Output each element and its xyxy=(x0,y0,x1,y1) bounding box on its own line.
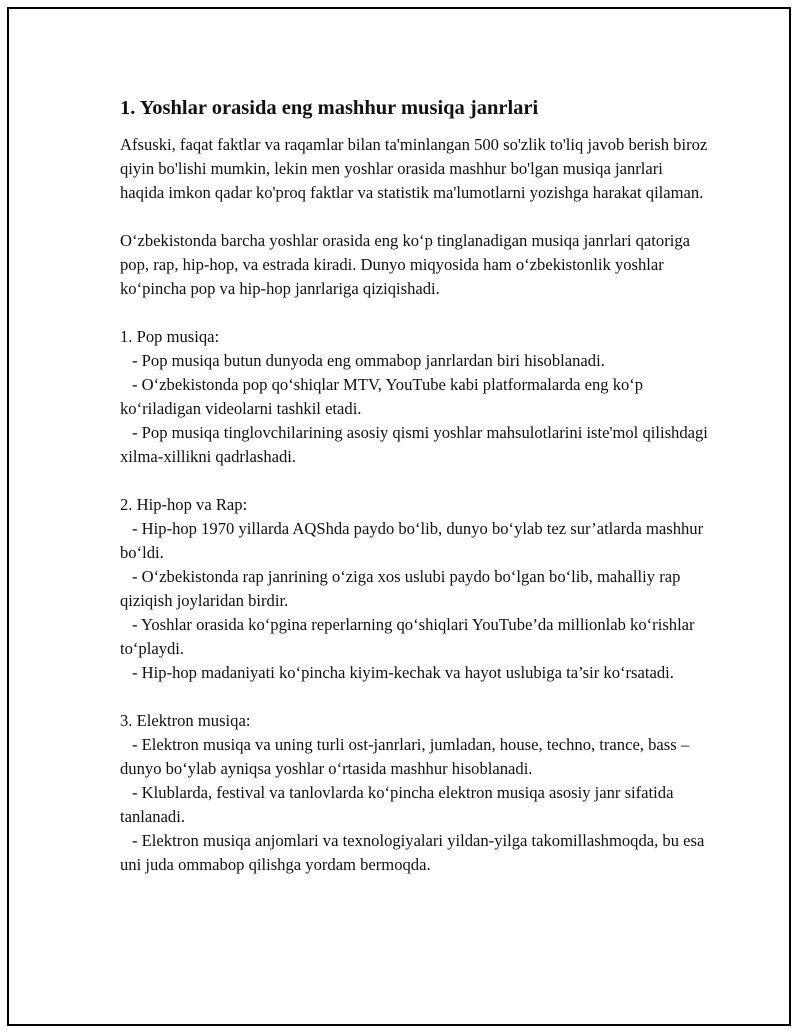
list-item: - Elektron musiqa anjomlari va texnologiyalari yildan-yilga takomillashmoqda, bu esa uni juda ommabop qilishga yordam bermoqda. xyxy=(120,831,705,874)
document-content xyxy=(120,95,710,877)
intro-paragraph: Afsuski, faqat faktlar va raqamlar bilan ta'minlangan 500 so'zlik to'liq javob berish biroz qiyin bo'lishi mumkin, lekin men yoshlar orasida mashhur bo'lgan musiqa janrlari haqida imkon qadar ko'proq faktlar va statistik ma'lumotlarni yozishga harakat qilaman. xyxy=(120,135,708,202)
list-item: - Elektron musiqa va uning turli ost-janrlari, jumladan, house, techno, trance, bass – dunyo bo‘ylab ayniqsa yoshlar o‘rtasida mashhur hisoblanadi. xyxy=(120,735,690,778)
list-item: - Hip-hop 1970 yillarda AQShda paydo bo‘lib, dunyo bo‘ylab tez sur’atlarda mashhur bo‘ldi. xyxy=(120,519,704,562)
document-title: 1. Yoshlar orasida eng mashhur musiqa janrlari xyxy=(120,97,539,119)
section-heading: 2. Hip-hop va Rap: xyxy=(120,495,248,514)
document-page xyxy=(7,7,791,1026)
list-item: - Klublarda, festival va tanlovlarda ko‘pincha elektron musiqa asosiy janr sifatida tanlanadi. xyxy=(120,783,674,826)
section-pop xyxy=(120,325,710,469)
section-electronic xyxy=(120,709,710,877)
list-item: - Pop musiqa tinglovchilarining asosiy qismi yoshlar mahsulotlarini iste'mol qilishdagi xilma-xillikni qadrlashadi. xyxy=(120,423,708,466)
section-heading: 1. Pop musiqa: xyxy=(120,327,220,346)
section-hiphop xyxy=(120,493,710,685)
list-item: - O‘zbekistonda rap janrining o‘ziga xos uslubi paydo bo‘lgan bo‘lib, mahalliy rap qiziqish joylaridan birdir. xyxy=(120,567,681,610)
list-item: - O‘zbekistonda pop qo‘shiqlar MTV, YouTube kabi platformalarda eng ko‘p ko‘riladigan videolarni tashkil etadi. xyxy=(120,375,644,418)
section-heading: 3. Elektron musiqa: xyxy=(120,711,251,730)
context-paragraph: O‘zbekistonda barcha yoshlar orasida eng ko‘p tinglanadigan musiqa janrlari qatoriga pop, rap, hip-hop, va estrada kiradi. Dunyo miqyosida ham o‘zbekistonlik yoshlar ko‘pincha pop va hip-hop janrlariga qiziqishadi. xyxy=(120,231,690,298)
list-item: - Pop musiqa butun dunyoda eng ommabop janrlardan biri hisoblanadi. xyxy=(132,351,605,370)
list-item: - Hip-hop madaniyati ko‘pincha kiyim-kechak va hayot uslubiga ta’sir ko‘rsatadi. xyxy=(132,663,674,682)
list-item: - Yoshlar orasida ko‘pgina reperlarning qo‘shiqlari YouTube’da millionlab ko‘rishlar to‘playdi. xyxy=(120,615,695,658)
